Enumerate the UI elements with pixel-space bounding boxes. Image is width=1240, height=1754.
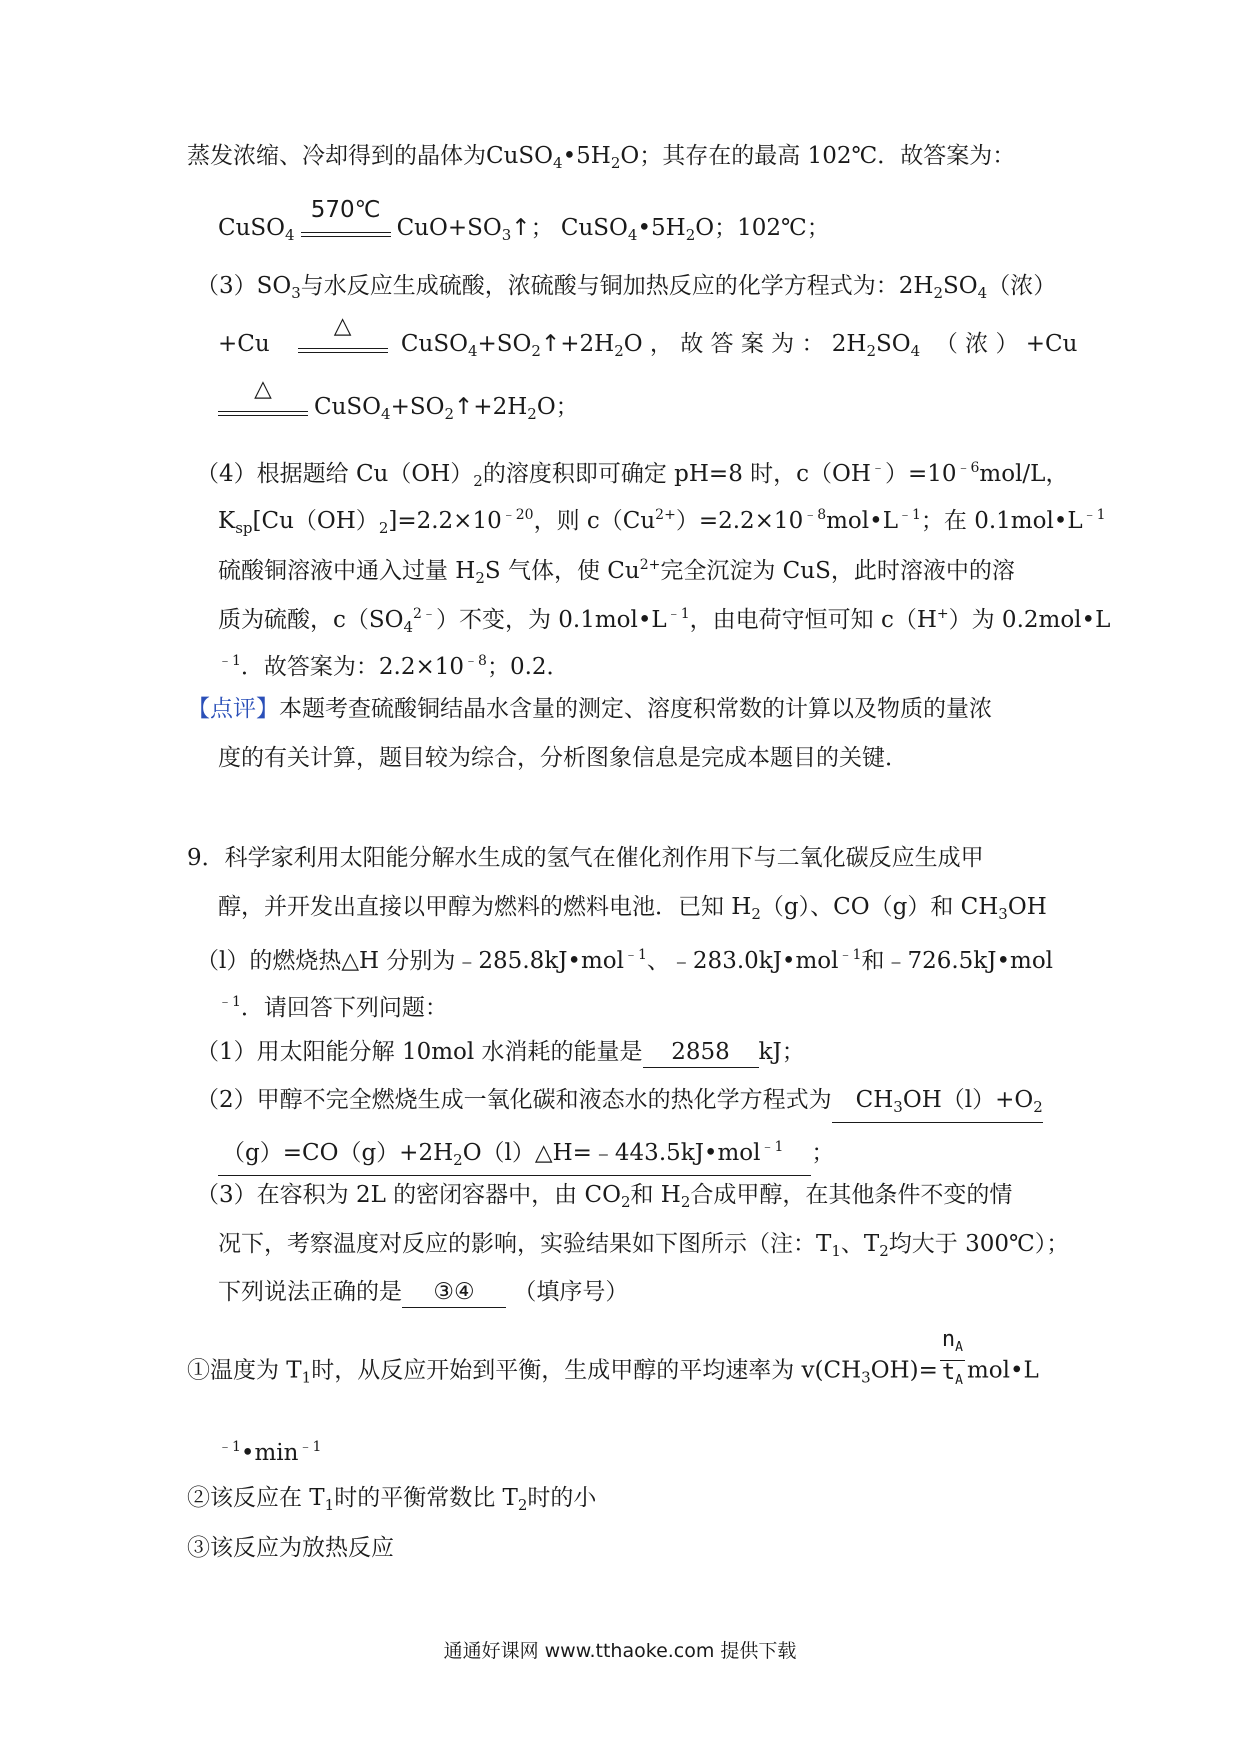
text-line: 质为硫酸，$c(SO_4^{2﹣})$不变，为 $0.1mol•L^{﹣1}$，由电荷守恒可知 c（H+）为 0.2mol•L [218, 606, 1111, 636]
comment-tag: 【点评】 [187, 696, 279, 722]
equation-line: △ $CuSO_4+SO_2↑+2H_2O$； [218, 392, 579, 429]
comment-line: 度的有关计算，题目较为综合，分析图象信息是完成本题目的关键． [218, 745, 908, 771]
comment-line: 【点评】本题考查硫酸铜结晶水含量的测定、溶度积常数的计算以及物质的量浓 [187, 696, 992, 722]
answer-blank: $CH_3OH(l)+O_2$ [832, 1085, 1043, 1123]
text-line: 下列说法正确的是 ③④ （填序号） [218, 1277, 628, 1308]
option-1-cont: $^{﹣1}•\min^{﹣1}$ [218, 1439, 322, 1466]
subquestion-3: （3）在容积为 2L 的密闭容器中，由 $CO_2$和 $H_2$合成甲醇，在其他条件不变的情 [196, 1182, 1013, 1211]
text-line: $^{﹣1}$．故答案为：$2.2\times 10^{﹣8}$；0.2． [218, 653, 570, 680]
answer-blank: ③④ [402, 1277, 506, 1308]
page-footer: 通通好课网 www.tthaoke.com 提供下载 [443, 1640, 797, 1662]
option-2: ②该反应在 $T_1$时的平衡常数比 $T_2$时的小 [187, 1485, 597, 1514]
option-3: ③该反应为放热反应 [187, 1535, 394, 1561]
subquestion-2-cont: $(g)=CO(g)+2H_2O(l)\triangle H=﹣443.5kJ•mol^{﹣1}$ ； [218, 1132, 834, 1176]
answer-blank: 2858 [643, 1037, 759, 1068]
text-line: （4）根据题给 $Cu(OH)_2$的溶度积即可确定 pH=8 时，$c(OH^﹣)=10^{﹣6}mol/L$， [196, 460, 1069, 490]
subquestion-1: （1）用太阳能分解 10mol 水消耗的能量是 2858 kJ； [196, 1037, 805, 1068]
heat-condition: △ [218, 392, 308, 422]
text-line: $(3)SO_3$与水反应生成硫酸，浓硫酸与铜加热反应的化学方程式为：$2H_2SO_4$（浓） [196, 273, 1057, 302]
text-line: 醇，并开发出直接以甲醇为燃料的燃料电池．已知 $H_2(g)$、CO（g）和 $CH_3OH$ [218, 894, 1047, 923]
text-line: （l）的燃烧热△H 分别为﹣285.8kJ•mol$^{﹣1}$、﹣283.0kJ•mol$^{﹣1}$和﹣726.5kJ•mol [196, 947, 1054, 974]
equation-line: +Cu △ $CuSO_4+SO_2↑+2H_2O$ ， 故 答 案 为 ： $2H_2SO_4$ （ 浓 ） +Cu [218, 313, 1078, 360]
heat-condition: △ [298, 329, 388, 359]
text-line: 硫酸铜溶液中通入过量 $H_2S$ 气体，使 $Cu^{2+}$完全沉淀为 CuS，此时溶液中的溶 [218, 557, 1015, 587]
text-line: 蒸发浓缩、冷却得到的晶体为$CuSO_4•5H_2O$；其存在的最高 102℃．故答案为： [187, 143, 1016, 172]
subquestion-2: （2）甲醇不完全燃烧生成一氧化碳和液态水的热化学方程式为 $CH_3OH(l)+O_2$ [196, 1085, 1043, 1123]
answer-blank: $(g)=CO(g)+2H_2O(l)\triangle H=﹣443.5kJ•mol^{﹣1}$ [218, 1132, 811, 1176]
text-line: $^{﹣1}$．请回答下列问题： [218, 994, 448, 1021]
option-1: ①温度为 $T_1$时，从反应开始到平衡，生成甲醇的平均速率为 $v(CH_3OH)=$ $\frac{n_A}{t_A}$ mol•L [187, 1350, 1039, 1393]
text-line: 况下，考察温度对反应的影响，实验结果如下图所示（注：$T_1$、$T_2$均大于 300℃）； [218, 1231, 1070, 1260]
text-line: $K_{sp}[Cu(OH)_2]=2.2\times 10^{﹣20}$，则 $c(Cu^{2+})=2.2\times 10^{﹣8}mol•L^{﹣1}$；在 $0.1mol•L^{﹣1}$ [218, 507, 1106, 537]
fraction: $\frac{n_A}{t_A}$ [941, 1327, 963, 1388]
reaction-condition: 570℃ [301, 213, 391, 243]
question-9-stem: 9．科学家利用太阳能分解水生成的氢气在催化剂作用下与二氧化碳反应生成甲 [187, 845, 984, 871]
equation-line: CuSO$_4$ 570℃ $CuO+SO_3↑$； $CuSO_4•5H_2O$；102℃； [218, 197, 830, 244]
